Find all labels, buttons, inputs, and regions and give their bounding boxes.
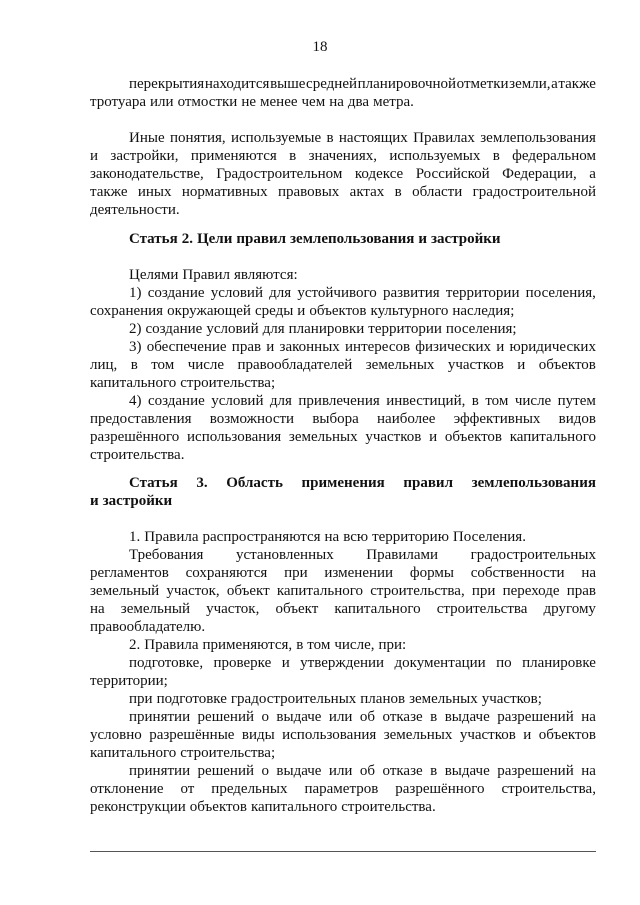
text-line: Иные понятия, используемые в настоящих Правилах землепользования <box>129 130 596 146</box>
text-line: 2) создание условий для планировки территории поселения; <box>129 321 517 337</box>
text-line: реконструкции объектов капитального строительства. <box>90 799 436 815</box>
text-line: строительства. <box>90 447 185 463</box>
text-line: подготовке, проверке и утверждении документации по планировке <box>129 655 596 671</box>
text-line: правообладателю. <box>90 619 206 635</box>
text-line: на земельный участок, объект капитального строительства другому <box>90 601 596 617</box>
section-heading <box>90 474 596 510</box>
paragraph <box>90 708 596 762</box>
text-line: сохранения окружающей среды и объектов культурного наследия; <box>90 303 515 319</box>
text-line: капитального строительства; <box>90 375 276 391</box>
text-line: 4) создание условий для привлечения инвестиций, в том числе путем <box>129 393 596 409</box>
paragraph <box>90 392 596 464</box>
paragraph <box>90 546 596 636</box>
paragraph <box>90 762 596 816</box>
text-line: условно разрешённые виды использования земельных участков и объектов <box>90 727 596 743</box>
text-line: 1. Правила распространяются на всю территорию Поселения. <box>129 529 526 545</box>
text-line: 3) обеспечение прав и законных интересов физических и юридических <box>129 339 596 355</box>
text-line: тротуара или отмостки не менее чем на два метра. <box>90 94 414 110</box>
section-heading <box>90 230 596 248</box>
text-line: разрешённого использования земельных участков и объектов капитального <box>90 429 596 445</box>
text-line: лиц, в том числе правообладателей земельных участков и объектов <box>90 357 596 373</box>
text-line: территории; <box>90 673 168 689</box>
paragraph <box>90 654 596 690</box>
text-line: при подготовке градостроительных планов земельных участков; <box>129 691 542 707</box>
paragraph <box>90 528 596 546</box>
paragraph <box>90 284 596 320</box>
text-line: Статья 2. Цели правил землепользования и застройки <box>129 231 501 247</box>
text-line: земельный участок, объект капитального строительства, при переходе прав <box>90 583 596 599</box>
page-number: 18 <box>312 39 328 55</box>
paragraph <box>90 690 596 708</box>
text-line: Статья 3. Область применения правил землепользования <box>129 475 596 491</box>
text-line: отклонение от предельных параметров разрешённого строительства, <box>90 781 596 797</box>
text-line: деятельности. <box>90 202 180 218</box>
paragraph <box>90 129 596 219</box>
text-line: Требования установленных Правилами градостроительных <box>129 547 596 563</box>
text-line: и застройки, применяются в значениях, используемых в федеральном <box>90 148 596 164</box>
text-line: Целями Правил являются: <box>129 267 298 283</box>
text-line: принятии решений о выдаче или об отказе в выдаче разрешений на <box>129 709 596 725</box>
paragraph <box>90 338 596 392</box>
paragraph <box>90 266 596 284</box>
paragraph <box>90 636 596 654</box>
text-line: капитального строительства; <box>90 745 276 761</box>
text-line: 2. Правила применяются, в том числе, при: <box>129 637 407 653</box>
footer-rule <box>90 851 596 852</box>
text-line: перекрытия находится выше средней планировочной отметки земли, а также <box>129 76 596 92</box>
text-line: предоставления возможности выбора наиболее эффективных видов <box>90 411 596 427</box>
paragraph <box>90 75 596 111</box>
text-line: регламентов сохраняются при изменении формы собственности на <box>90 565 596 581</box>
text-line: 1) создание условий для устойчивого развития территории поселения, <box>129 285 596 301</box>
text-line: и застройки <box>90 493 173 509</box>
text-line: законодательстве, Градостроительном кодексе Российской Федерации, а <box>90 166 596 182</box>
text-line: принятии решений о выдаче или об отказе в выдаче разрешений на <box>129 763 596 779</box>
paragraph <box>90 320 596 338</box>
text-line: также иных нормативных правовых актах в области градостроительной <box>90 184 596 200</box>
